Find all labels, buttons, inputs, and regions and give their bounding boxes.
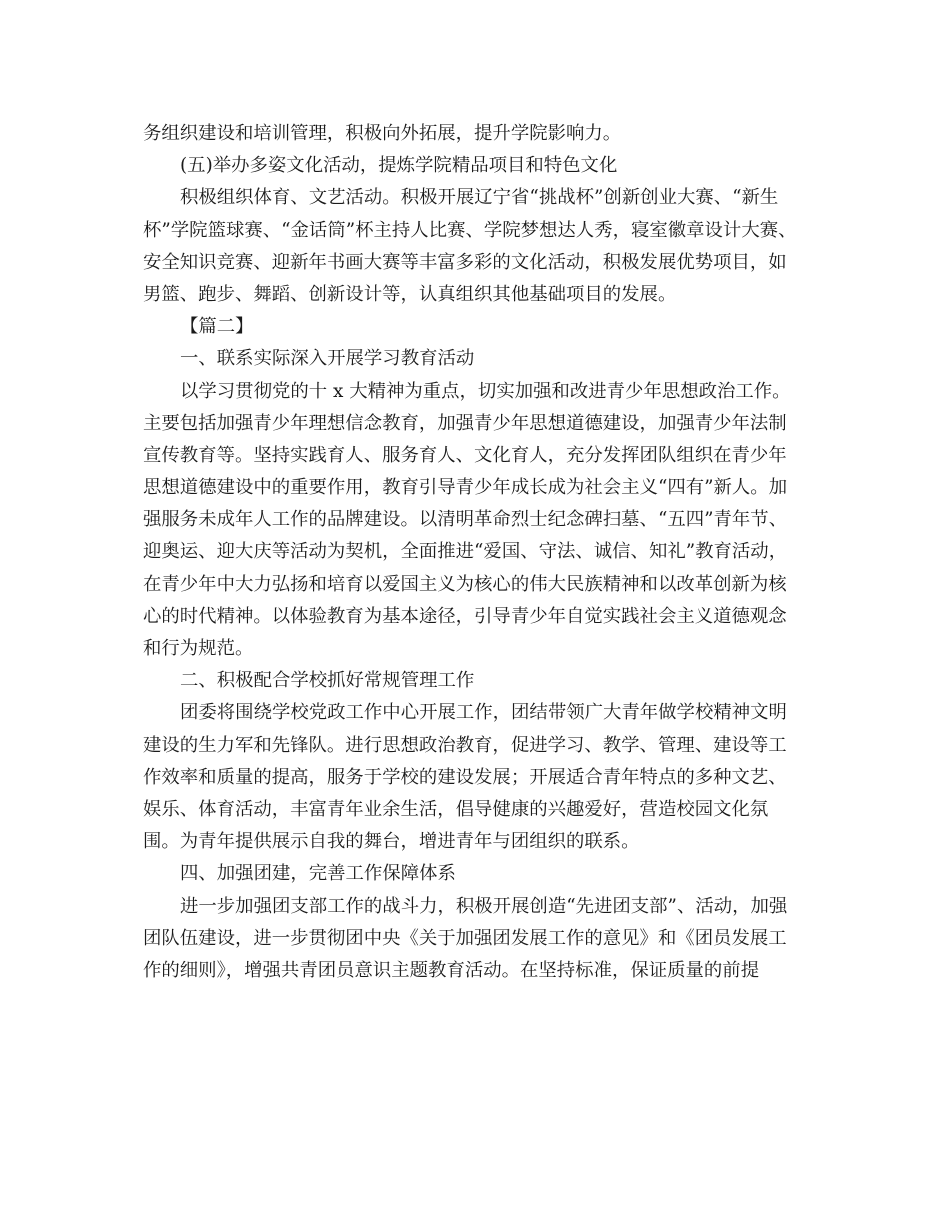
text-line: 主要包括加强青少年理想信念教育，加强青少年思想道德建设，加强青少年法制	[143, 412, 787, 434]
text-line: 安全知识竞赛、迎新年书画大赛等丰富多彩的文化活动，积极发展优势项目，如	[143, 251, 787, 273]
text-line: 在青少年中大力弘扬和培育以爱国主义为核心的伟大民族精神和以改革创新为核	[143, 573, 787, 595]
text-line: 建设的生力军和先锋队。进行思想政治教育，促进学习、教学、管理、建设等工	[143, 734, 787, 756]
text-line: 宣传教育等。坚持实践育人、服务育人、文化育人，充分发挥团队组织在青少年	[143, 444, 787, 466]
text-line: 团委将围绕学校党政工作中心开展工作，团结带领广大青年做学校精神文明	[180, 702, 787, 724]
document-page	[143, 118, 803, 987]
section-heading: 四、加强团建，完善工作保障体系	[180, 863, 456, 885]
text-line: 和行为规范。	[143, 638, 254, 659]
text-line: 务组织建设和培训管理，积极向外拓展，提升学院影响力。	[143, 123, 622, 144]
section-heading: 一、联系实际深入开展学习教育活动	[180, 348, 475, 370]
text-line: 作效率和质量的提高，服务于学校的建设发展；开展适合青年特点的多种文艺、	[143, 766, 787, 788]
text-line: 进一步加强团支部工作的战斗力，积极开展创造“先进团支部”、活动，加强	[180, 895, 788, 917]
text-line: 积极组织体育、文艺活动。积极开展辽宁省“挑战杯”创新创业大赛、“新生	[180, 187, 779, 209]
text-line: 强服务未成年人工作的品牌建设。以清明革命烈士纪念碑扫墓、“五四”青年节、	[143, 509, 788, 531]
text-line: 杯”学院篮球赛、“金话筒”杯主持人比赛、学院梦想达人秀，寝室徽章设计大赛、	[143, 219, 797, 241]
text-line: 男篮、跑步、舞蹈、创新设计等，认真组织其他基础项目的发展。	[143, 283, 677, 305]
text-line: 以学习贯彻党的十 x 大精神为重点，切实加强和改进青少年思想政治工作。	[180, 380, 791, 402]
part-heading: 【篇二】	[180, 316, 254, 338]
text-line: 围。为青年提供展示自我的舞台，增进青年与团组织的联系。	[143, 831, 640, 853]
section-heading: (五)举办多姿文化活动，提炼学院精品项目和特色文化	[180, 155, 618, 177]
text-line: 心的时代精神。以体验教育为基本途径，引导青少年自觉实践社会主义道德观念	[143, 605, 787, 627]
text-line: 娱乐、体育活动，丰富青年业余生活，倡导健康的兴趣爱好，营造校园文化氛	[143, 798, 769, 820]
text-line: 迎奥运、迎大庆等活动为契机，全面推进“爱国、守法、诚信、知礼”教育活动，	[143, 541, 788, 563]
text-line: 团队伍建设，进一步贯彻团中央《关于加强团发展工作的意见》和《团员发展工	[143, 927, 787, 949]
text-line: 思想道德建设中的重要作用，教育引导青少年成长成为社会主义“四有”新人。加	[143, 477, 788, 499]
section-heading: 二、积极配合学校抓好常规管理工作	[180, 670, 475, 692]
text-line: 作的细则》，增强共青团员意识主题教育活动。在坚持标准，保证质量的前提	[143, 959, 760, 981]
